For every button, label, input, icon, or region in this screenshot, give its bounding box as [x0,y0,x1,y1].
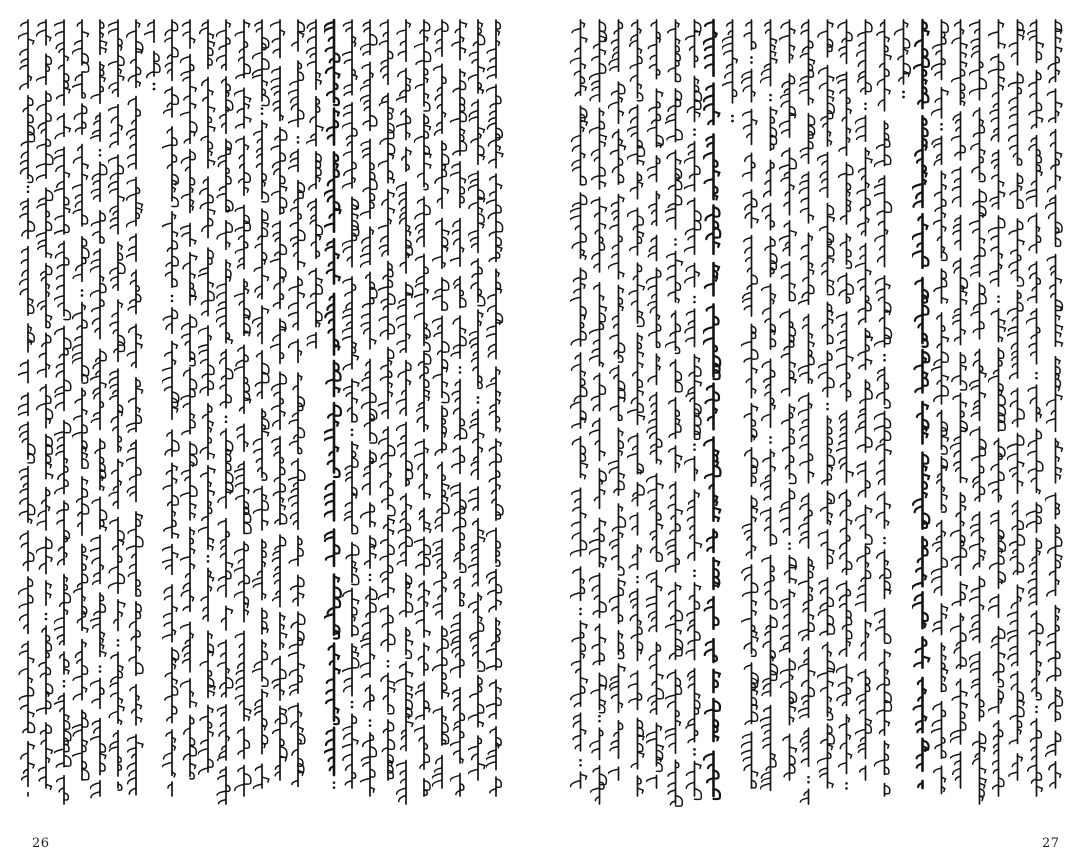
mongolian-script-line [969,14,988,814]
left-text-column-14 [252,14,270,814]
right-text-column-22 [969,14,988,814]
right-text-column-1 [570,14,589,814]
mongolian-script-line [468,14,486,814]
left-text-column-2 [36,14,54,814]
mongolian-script-line [252,14,270,814]
left-text-column-16 [288,14,306,814]
mongolian-script-line [684,14,703,814]
mongolian-script-line [198,14,216,814]
right-text-column-24 [1007,14,1026,814]
mongolian-script-line [912,14,931,814]
mongolian-script-line [378,14,396,814]
right-text-column-18 [893,14,912,814]
mongolian-script-line [722,14,741,814]
right-text-column-19 [912,14,931,814]
right-text-column-10 [741,14,760,814]
left-text-column-5 [90,14,108,814]
mongolian-script-line [180,14,198,814]
mongolian-script-line [342,14,360,814]
left-text-column-19 [342,14,360,814]
left-text-column-13 [234,14,252,814]
left-page-number: 26 [32,836,50,851]
left-text-column-17 [306,14,324,814]
right-page [540,0,1085,864]
left-text-column-25 [450,14,468,814]
mongolian-script-line [216,14,234,814]
right-text-column-9 [722,14,741,814]
left-text-column-3 [54,14,72,814]
right-text-column-26 [1045,14,1064,814]
left-text-column-23 [414,14,432,814]
mongolian-script-line [608,14,627,814]
left-text-column-26 [468,14,486,814]
mongolian-script-line [36,14,54,814]
mongolian-script-line [432,14,450,814]
mongolian-script-line [627,14,646,814]
mongolian-script-line [414,14,432,814]
right-text-column-7 [684,14,703,814]
mongolian-script-line [931,14,950,814]
mongolian-script-line [162,14,180,814]
mongolian-script-line [1026,14,1045,814]
mongolian-script-line [126,14,144,814]
mongolian-script-line [270,14,288,814]
right-text-column-21 [950,14,969,814]
right-text-column-11 [760,14,779,814]
right-text-column-5 [646,14,665,814]
right-text-column-16 [855,14,874,814]
right-text-column-8 [703,14,722,814]
right-text-column-4 [627,14,646,814]
right-text-column-13 [798,14,817,814]
left-text-column-6 [108,14,126,814]
left-page [0,0,540,864]
mongolian-script-line [589,14,608,814]
mongolian-script-line [234,14,252,814]
left-text-column-11 [198,14,216,814]
left-text-column-15 [270,14,288,814]
left-text-column-9 [162,14,180,814]
right-text-column-14 [817,14,836,814]
mongolian-script-line [324,14,342,814]
left-text-column-27 [486,14,504,814]
left-text-column-10 [180,14,198,814]
mongolian-script-line [450,14,468,814]
mongolian-script-line [486,14,504,814]
mongolian-script-line [760,14,779,814]
mongolian-script-line [1045,14,1064,814]
mongolian-script-line [108,14,126,814]
mongolian-script-line [893,14,912,814]
left-text-column-20 [360,14,378,814]
left-page-text-block [18,14,528,814]
mongolian-script-line [1007,14,1026,814]
left-text-column-24 [432,14,450,814]
right-text-column-15 [836,14,855,814]
left-text-column-4 [72,14,90,814]
mongolian-script-line [570,14,589,814]
right-page-number: 27 [1042,836,1060,851]
right-page-text-block [570,14,1075,814]
mongolian-script-line [306,14,324,814]
mongolian-script-line [72,14,90,814]
mongolian-script-line [836,14,855,814]
right-text-column-6 [665,14,684,814]
mongolian-script-line [144,14,162,814]
mongolian-script-line [798,14,817,814]
mongolian-script-line [288,14,306,814]
left-text-column-8 [144,14,162,814]
left-text-column-7 [126,14,144,814]
mongolian-script-line [646,14,665,814]
right-text-column-17 [874,14,893,814]
mongolian-script-line [396,14,414,814]
mongolian-script-line [703,14,722,814]
mongolian-script-line [817,14,836,814]
left-text-column-12 [216,14,234,814]
mongolian-script-line [90,14,108,814]
mongolian-script-line [950,14,969,814]
right-text-column-20 [931,14,950,814]
mongolian-script-line [665,14,684,814]
left-text-column-21 [378,14,396,814]
mongolian-script-line [874,14,893,814]
left-text-column-1 [18,14,36,814]
mongolian-script-line [18,14,36,814]
mongolian-script-line [779,14,798,814]
mongolian-script-line [360,14,378,814]
right-text-column-12 [779,14,798,814]
right-text-column-23 [988,14,1007,814]
mongolian-script-line [741,14,760,814]
left-text-column-18 [324,14,342,814]
mongolian-script-line [54,14,72,814]
right-text-column-25 [1026,14,1045,814]
mongolian-script-line [855,14,874,814]
mongolian-script-line [988,14,1007,814]
right-text-column-2 [589,14,608,814]
right-text-column-3 [608,14,627,814]
left-text-column-22 [396,14,414,814]
